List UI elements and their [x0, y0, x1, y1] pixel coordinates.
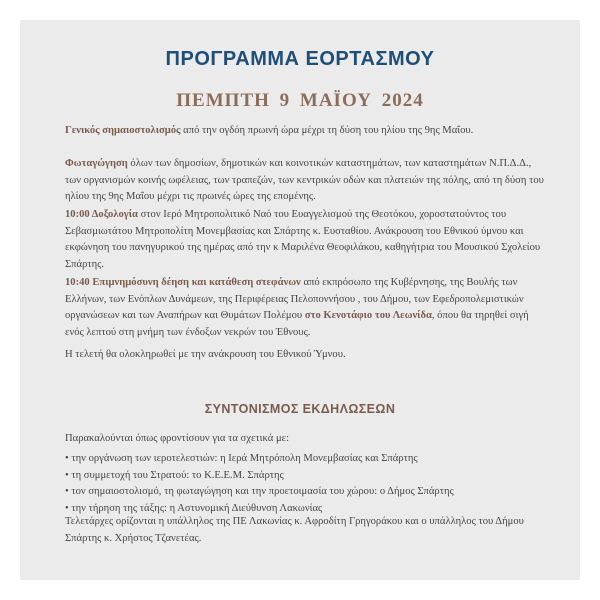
doxology-text: στον Ιερό Μητροπολιτικό Ναό του Ευαγγελισμού της Θεοτόκου, χοροστατούντος του Σεβασμιωτάτου Μητροπολίτη Μονεμβασίας και Σπάρτης κ. Ευσταθίου. Ανάκρουση του Εθνικού ύμνου και εκφώνηση του πανηγυρικού της ημέρας από την κ Μαριλένα Θεοφιλάκου, καθηγήτρια του Μουσικού Σχολείου Σπάρτης. [65, 209, 541, 270]
page-title: ΠΡΟΓΡΑΜΜΑ ΕΟΡΤΑΣΜΟΥ [165, 48, 435, 70]
event-date: ΠΕΜΠΤΗ 9 ΜΑΪΟΥ 2024 [176, 90, 424, 111]
paragraph-organizers: Τελετάρχες ορίζονται η υπάλληλος της ΠΕ Λακωνίας κ. Αφροδίτη Γρηγοράκου και ο υπάλληλος του Δήμου Σπάρτης κ. Χρήστος Τζανετέας. [65, 516, 524, 544]
lighting-text: όλων των δημοσίων, δημοτικών και κοινοτικών καταστημάτων, των καταστημάτων Ν.Π.Δ.Δ., των οργανισμών κοινής ωφέλειας, των τραπεζών, των κεντρικών οδών και πλατειών της πόλης, από τη δύση του ηλίου της 9ης Μαΐου μέχρι τις πρωινές ώρες της επομένης. [65, 158, 544, 202]
lighting-heading: Φωταγώγηση [65, 158, 128, 169]
responsibility-list [65, 451, 545, 517]
list-item: • την οργάνωση των ιεροτελεστιών: η Ιερά Μητρόπολη Μονεμβασίας και Σπάρτης [65, 451, 545, 468]
list-item: • την τήρηση της τάξης: η Αστυνομική Διεύθυνση Λακωνίας [65, 501, 545, 518]
memorial-location: στο Κενοτάφιο του Λεωνίδα [304, 310, 432, 321]
memorial-text: από εκπρόσωπο της Κυβέρνησης, της Βουλής των Ελλήνων, των Ενόπλων Δυνάμεων, της Περιφέρειας Πελοποννήσου , του Δήμου, των Εφεδροπολεμιστικών οργανώσεων και των Αναπήρων και Θυμάτων Πολέμου [65, 277, 524, 321]
memorial-heading: 10:40 Επιμνημόσυνη δέηση και κατάθεση στεφάνων [65, 277, 301, 288]
paragraph-doxology [65, 207, 545, 273]
flags-heading: Γενικός σημαιοστολισμός [65, 125, 181, 136]
doxology-heading: 10:00 Δοξολογία [65, 209, 138, 220]
paragraph-memorial [65, 275, 545, 341]
memorial-text-end: , όπου θα τηρηθεί σιγή ενός λεπτού στη μνήμη των ένδοξων νεκρών του Έθνους. [65, 310, 529, 338]
flags-text: από την ογδόη πρωινή ώρα μέχρι τη δύση του ηλίου της 9ης Μαΐου. [180, 125, 474, 136]
paragraph-lighting [65, 156, 545, 206]
paragraph-instructions: Παρακαλούνται όπως φροντίσουν για τα σχετικά με: [65, 433, 290, 444]
section-subtitle: ΣΥΝΤΟΝΙΣΜΟΣ ΕΚΔΗΛΩΣΕΩΝ [204, 402, 396, 416]
document-card [20, 20, 580, 580]
list-item: • τον σημαιοστολισμό, τη φωταγώγηση και την προετοιμασία του χώρου: ο Δήμος Σπάρτης [65, 484, 545, 501]
paragraph-flags [65, 123, 545, 140]
paragraph-closing: Η τελετή θα ολοκληρωθεί με την ανάκρουση του Εθνικού Ύμνου. [65, 349, 346, 360]
list-item: • τη συμμετοχή του Στρατού: το Κ.Ε.Ε.Μ. Σπάρτης [65, 468, 545, 485]
